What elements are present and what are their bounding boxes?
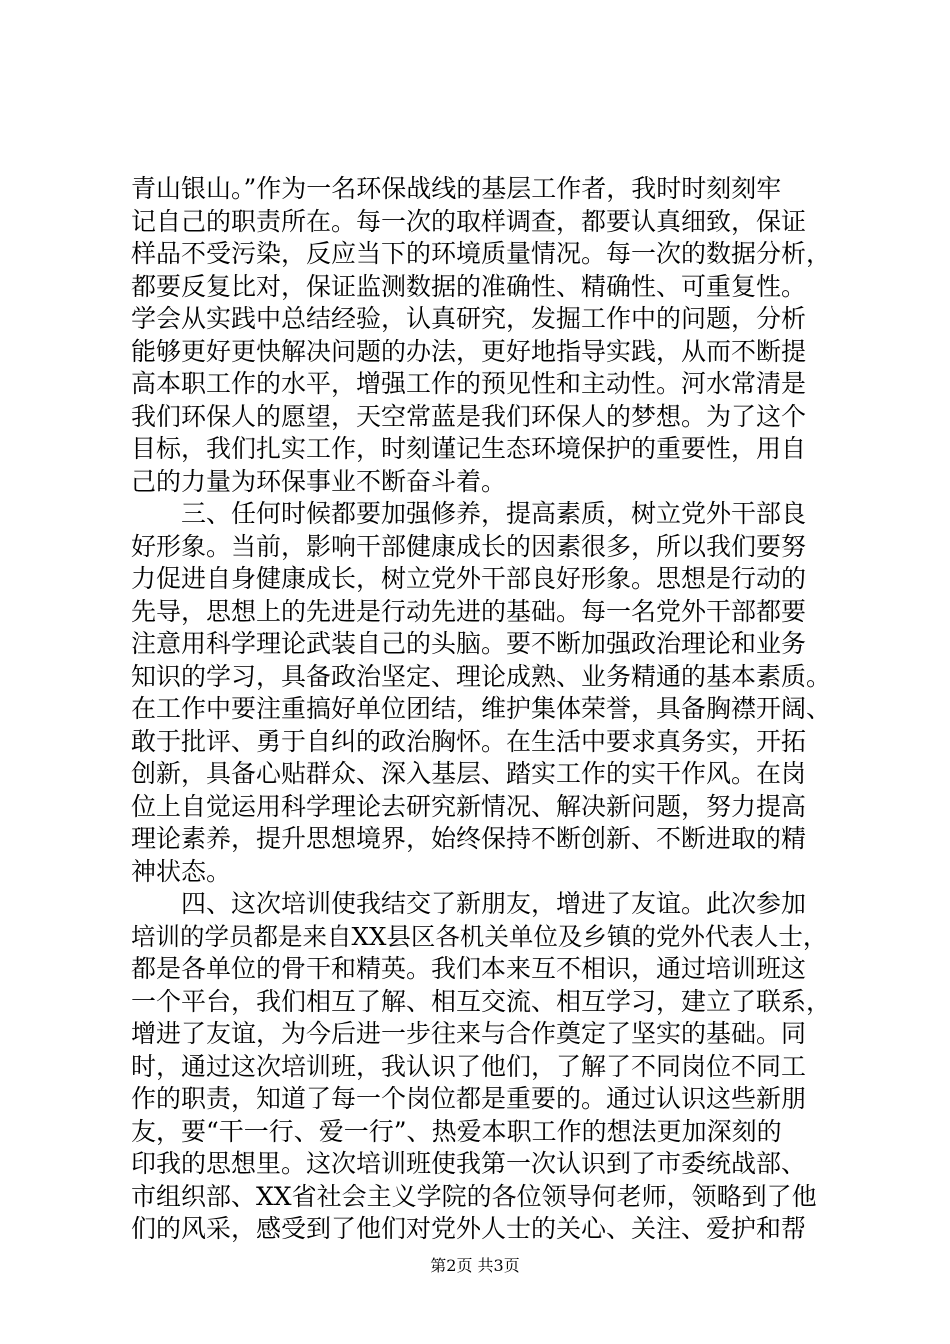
text-line: 们的风采，感受到了他们对党外人士的关心、关注、爱护和帮 (131, 1214, 807, 1243)
text-line: 学会从实践中总结经验，认真研究，发掘工作中的问题，分析 (131, 304, 807, 333)
text-line: 印我的思想里。这次培训班使我第一次认识到了市委统战部、 (131, 1149, 807, 1178)
text-line: 能够更好更快解决问题的办法，更好地指导实践，从而不断提 (131, 336, 807, 366)
text-line: 三、任何时候都要加强修养，提高素质，树立党外干部良 (131, 499, 807, 528)
text-line: 市组织部、XX省社会主义学院的各位领导何老师，领略到了他 (131, 1181, 817, 1211)
text-line: 创新，具备心贴群众、深入基层、踏实工作的实干作风。在岗 (131, 759, 807, 788)
text-line: 培训的学员都是来自XX县区各机关单位及乡镇的党外代表人士， (131, 921, 828, 951)
text-line: 时，通过这次培训班，我认识了他们，了解了不同岗位不同工 (131, 1051, 807, 1081)
text-line: 注意用科学理论武装自己的头脑。要不断加强政治理论和业务 (131, 629, 807, 658)
text-line: 敢于批评、勇于自纠的政治胸怀。在生活中要求真务实，开拓 (131, 726, 807, 756)
text-line: 样品不受污染，反应当下的环境质量情况。每一次的数据分析， (131, 239, 832, 268)
text-line: 作的职责，知道了每一个岗位都是重要的。通过认识这些新朋 (131, 1084, 807, 1113)
text-line: 理论素养，提升思想境界，始终保持不断创新、不断进取的精 (131, 824, 807, 853)
text-line: 知识的学习，具备政治坚定、理论成熟、业务精通的基本素质。 (131, 661, 832, 691)
text-line: 都要反复比对，保证监测数据的准确性、精确性、可重复性。 (131, 271, 807, 301)
document-body (131, 173, 831, 1246)
text-line: 在工作中要注重搞好单位团结，维护集体荣誉，具备胸襟开阔、 (131, 694, 832, 723)
text-line: 四、这次培训使我结交了新朋友，增进了友谊。此次参加 (131, 889, 807, 918)
text-line: 增进了友谊，为今后进一步往来与合作奠定了坚实的基础。同 (131, 1019, 807, 1048)
page-footer: 第2页 共3页 (430, 1256, 520, 1275)
text-line: 好形象。当前，影响干部健康成长的因素很多，所以我们要努 (131, 531, 807, 561)
text-line: 高本职工作的水平，增强工作的预见性和主动性。河水常清是 (131, 369, 807, 398)
text-line: 目标，我们扎实工作，时刻谨记生态环境保护的重要性，用自 (131, 434, 807, 463)
text-line: 友，要“干一行、爱一行”、热爱本职工作的想法更加深刻的 (131, 1116, 782, 1146)
text-line: 记自己的职责所在。每一次的取样调查，都要认真细致，保证 (131, 206, 807, 236)
text-line: 力促进自身健康成长，树立党外干部良好形象。思想是行动的 (131, 564, 807, 593)
text-line: 位上自觉运用科学理论去研究新情况、解决新问题，努力提高 (131, 791, 807, 821)
text-line: 都是各单位的骨干和精英。我们本来互不相识，通过培训班这 (131, 954, 807, 983)
text-line: 我们环保人的愿望，天空常蓝是我们环保人的梦想。为了这个 (131, 401, 807, 431)
text-line: 青山银山。”作为一名环保战线的基层工作者，我时时刻刻牢 (131, 174, 782, 203)
text-line: 己的力量为环保事业不断奋斗着。 (131, 466, 507, 496)
text-line: 神状态。 (131, 856, 232, 886)
text-line: 一个平台，我们相互了解、相互交流、相互学习，建立了联系， (131, 986, 832, 1016)
text-line: 先导，思想上的先进是行动先进的基础。每一名党外干部都要 (131, 596, 807, 626)
